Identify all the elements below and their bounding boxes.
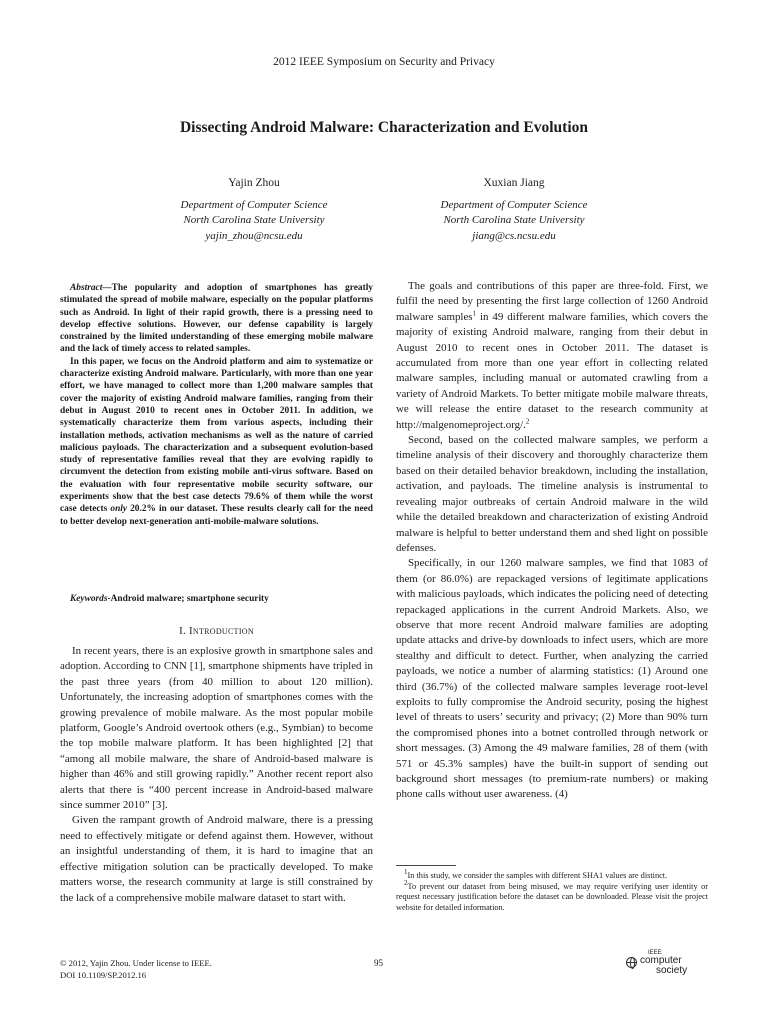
keywords (60, 594, 373, 604)
doi-text: DOI 10.1109/SP.2012.16 (60, 969, 147, 980)
left-column-body (60, 644, 373, 906)
logo-computer-text: computer (640, 955, 682, 966)
author-dept: Department of Computer Science (440, 198, 588, 211)
author-email: jiang@cs.ncsu.edu (472, 229, 556, 242)
body-text: in 49 different malware families, which covers the majority of existing Android malware, ranging from their debut in August 2010 to recent ones in October 2011. The dataset is accumulated from more than one year effort in collecting related malware samples, including manual or automated crawling from a variety of Android Markets. To better mitigate mobile malware threats, we will release the entire dataset to the research community at http://malgenomeproject.org/. (396, 310, 708, 431)
logo-ieee-text: IEEE (648, 950, 662, 956)
author-email: yajin_zhou@ncsu.edu (205, 229, 303, 242)
footnote-text: To prevent our dataset from being misused, we may require verifying user identity or request necessary justification before the dataset can be downloaded. Please visit the project website for detailed information. (396, 881, 708, 913)
body-paragraph: Second, based on the collected malware samples, we perform a timeline analysis of their discovery and thoroughly characterize them based on their detailed behavior breakdown, including the installation, activation, and payloads. The timeline analysis is instrumental to revealing major outbreaks of certain Android malware in the wild while the detailed breakdown and characterization of existing Android malware is helpful to better understand them and shed light on possible defenses. (396, 434, 708, 554)
symposium-header: 2012 IEEE Symposium on Security and Privacy (273, 56, 495, 68)
abstract-paragraph-1 (60, 282, 373, 356)
footnote-text: In this study, we consider the samples with different SHA1 values are distinct. (407, 871, 668, 880)
section-heading (60, 625, 373, 637)
right-column-body (396, 279, 708, 803)
footnote-mark: 2 (404, 878, 408, 887)
page-number: 95 (374, 958, 383, 968)
section-title: Introduction (188, 625, 254, 637)
abstract-text: In this paper, we focus on the Android platform and aim to systematize or characterize existing Android malware. Particularly, with more than one year effort, we have managed to collect more than 1,200 malware samples that cover the majority of existing Android malware families, ranging from their debut in August 2010 to recent ones in October 2011. In addition, we systematically characterize them from various aspects, including their installation methods, activation mechanisms as well as the nature of carried malicious payloads. The characterization and a subsequent evolution-based study of representative families reveal that they are evolving rapidly to circumvent the detection from existing mobile anti-virus software. Based on the evaluation with four representative mobile security software, our experiments show that the best case detects 79.6% of them while the worst case detects (60, 356, 373, 515)
footnote-ref: 1 (472, 309, 477, 318)
footnote (396, 868, 708, 882)
ieee-computer-society-logo (624, 950, 706, 980)
body-paragraph: Specifically, in our 1260 malware samples, we find that 1083 of them (or 86.0%) are repackaged versions of legitimate applications with malicious payloads, which indicates the policing need of detecting repackaged applications in the current Android Markets. Also, we observe that more recent Android malware families are adopting update attacks and drive-by downloads to infect users, which are more stealthy and difficult to detect. Further, when analyzing the carried payloads, we notice a number of alarming statistics: (1) Around one third (36.7%) of the collected malware samples leverage root-level exploits to fully compromise the Android security, posing the highest level of threats to users’ security and privacy; (2) More than 90% turn the compromised phones into a botnet controlled through network or short messages. (3) Among the 49 malware families, 28 of them (with 571 or 45.3% samples) have the built-in support of sending out background short messages (to premium-rate numbers) or making phone calls without user awareness. (4) (396, 557, 708, 801)
abstract-text: —The popularity and adoption of smartphones has greatly stimulated the spread of mobile malware, especially on the popular platforms such as Android. In light of their rapid growth, there is a pressing need to develop effective solutions. However, our defense capability is largely constrained by the limited understanding of these emerging mobile malware and the lack of timely access to related samples. (60, 283, 373, 355)
abstract (60, 282, 373, 528)
author-block-2 (374, 176, 654, 244)
author-name: Yajin Zhou (228, 177, 280, 189)
footnote-ref: 2 (525, 417, 530, 426)
footnote (396, 878, 708, 914)
footnote-rule (396, 865, 456, 866)
author-block-1 (114, 176, 394, 244)
paper-title: Dissecting Android Malware: Characterization and Evolution (179, 119, 589, 136)
author-univ: North Carolina State University (183, 214, 325, 226)
abstract-emphasis: only (110, 504, 128, 515)
copyright-notice (60, 958, 212, 981)
body-paragraph: Given the rampant growth of Android malware, there is a pressing need to effectively mitigate or defend against them. However, without an insightful understanding of them, it is hard to imagine that an effective mitigation solution can be practically developed. To make matters worse, the research community at large is still constrained by the lack of a comprehensive mobile malware dataset to start with. (60, 814, 373, 904)
author-name: Xuxian Jiang (483, 177, 545, 189)
logo-society-text: society (656, 965, 688, 976)
footnote-mark: 1 (404, 868, 408, 877)
keywords-label: Keywords (70, 594, 108, 604)
abstract-text: 20.2% in our dataset. These results clearly call for the need to better develop next-generation anti-mobile-malware solutions. (60, 504, 374, 527)
body-paragraph: In recent years, there is an explosive growth in smartphone sales and adoption. According to CNN [1], smartphone shipments have tripled in the past three years (from 40 million to about 120 million). Unfortunately, the increasing adoption of smartphones comes with the growing prevalence of mobile malware. As the most popular mobile platform, Google’s Android overtook others (e.g., Symbian) to become the top mobile malware platform. It has been highlighted [2] that “among all mobile malware, the share of Android-based malware is higher than 46% and still growing rapidly.” Another recent report also alerts that there is “400 percent increase in Android-based malware since summer 2010” [3]. (60, 645, 373, 812)
globe-icon (626, 957, 637, 968)
footnotes (396, 868, 708, 914)
author-univ: North Carolina State University (443, 214, 585, 226)
body-text: The goals and contributions of this paper are three-fold. First, we fulfil the need by presenting the first large collection of 1260 Android malware samples (396, 280, 708, 323)
body-paragraph (396, 279, 708, 433)
author-dept: Department of Computer Science (180, 198, 328, 211)
section-number: I. (179, 625, 189, 637)
abstract-label: Abstract (70, 283, 103, 293)
copyright-text: © 2012, Yajin Zhou. Under license to IEEE. (60, 958, 212, 968)
abstract-paragraph-2 (60, 356, 373, 528)
keywords-text: -Android malware; smartphone security (107, 594, 269, 604)
